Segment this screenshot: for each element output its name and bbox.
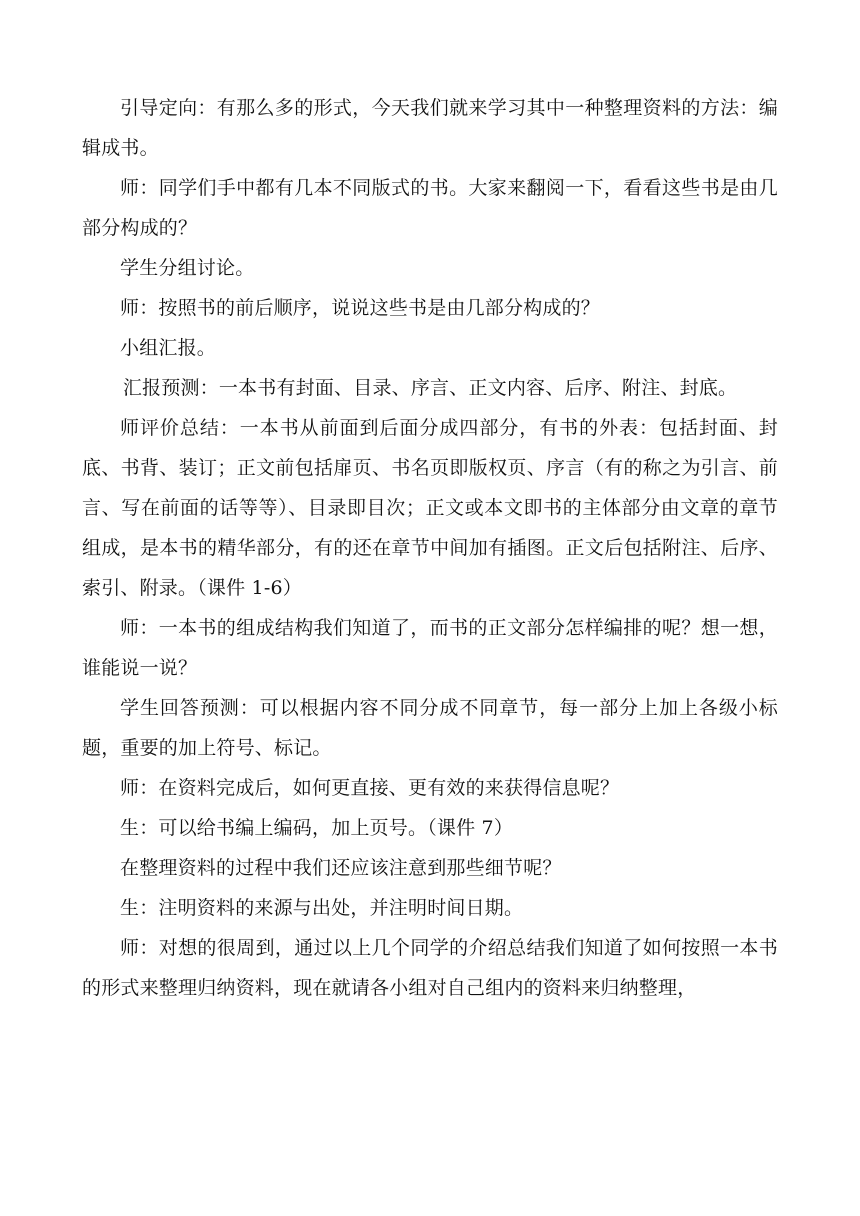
paragraph-teacher-question: 师：同学们手中都有几本不同版式的书。大家来翻阅一下，看看这些书是由几部分构成的？ (82, 177, 778, 239)
paragraph-details-question: 在整理资料的过程中我们还应该注意到那些细节呢？ (120, 857, 562, 879)
document-body (82, 88, 778, 1008)
paragraph-teacher-structure: 师：一本书的组成结构我们知道了，而书的正文部分怎样编排的呢？想一想，谁能说一说？ (82, 617, 778, 679)
paragraph-teacher-closing: 师：对想的很周到，通过以上几个同学的介绍总结我们知道了如何按照一本书的形式来整理归纳资料，现在就请各小组对自己组内的资料来归纳整理， (82, 937, 778, 999)
paragraph-teacher-summary: 师评价总结：一本书从前面到后面分成四部分，有书的外表：包括封面、封底、书背、装订；正文前包括扉页、书名页即版权页、序言（有的称之为引言、前言、写在前面的话等等）、目录即目次；正文或本文即书的主体部分由文章的章节组成，是本书的精华部分，有的还在章节中间加有插图。正文后包括附注、后序、索引、附录。（课件 1-6） (82, 417, 778, 599)
paragraph-student-answer: 学生回答预测：可以根据内容不同分成不同章节，每一部分上加上各级小标题，重要的加上符号、标记。 (82, 697, 778, 759)
paragraph-teacher-order: 师：按照书的前后顺序，说说这些书是由几部分构成的？ (120, 297, 601, 319)
paragraph-report-prediction: 汇报预测：一本书有封面、目录、序言、正文内容、后序、附注、封底。 (122, 377, 738, 399)
paragraph-guide: 引导定向：有那么多的形式，今天我们就来学习其中一种整理资料的方法：编辑成书。 (82, 97, 778, 159)
paragraph-group-report: 小组汇报。 (120, 337, 217, 359)
paragraph-group-discussion: 学生分组讨论。 (120, 257, 255, 279)
paragraph-student-source: 生：注明资料的来源与出处，并注明时间日期。 (120, 897, 524, 919)
paragraph-teacher-info: 师：在资料完成后，如何更直接、更有效的来获得信息呢？ (120, 777, 620, 799)
paragraph-student-pages: 生：可以给书编上编码，加上页号。（课件 7） (120, 817, 514, 839)
